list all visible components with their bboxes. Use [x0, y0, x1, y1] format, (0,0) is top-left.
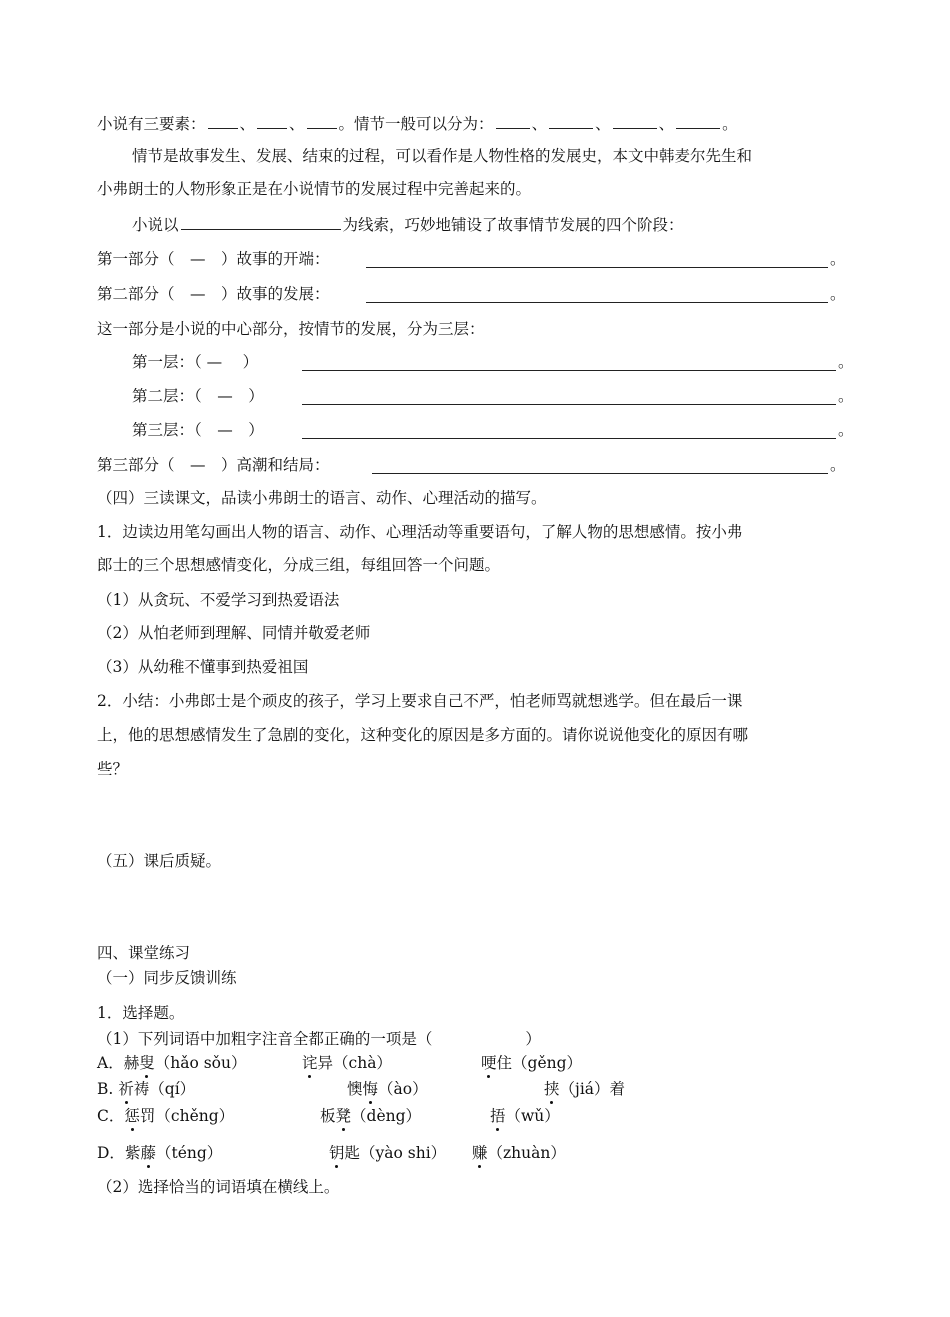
pinyin: （qí）	[149, 1080, 196, 1098]
separator: 、	[289, 115, 305, 133]
pinyin: （wǔ）	[505, 1107, 560, 1125]
pinyin: （hǎo sǒu）	[154, 1054, 247, 1072]
separator: 、	[531, 115, 548, 133]
question-2-line-3: 些？	[97, 760, 129, 778]
blank-part3[interactable]	[372, 472, 828, 474]
elements-label: 小说有三要素：	[97, 115, 206, 133]
blank-layer1[interactable]	[302, 369, 836, 371]
pinyin: （ào）	[378, 1080, 428, 1098]
option-label: B.	[97, 1080, 119, 1098]
separator: 、	[658, 115, 675, 133]
word-char: 匙	[344, 1144, 361, 1162]
option-a[interactable]	[97, 1052, 247, 1074]
pinyin: （jiá）着	[559, 1080, 626, 1098]
group-1: （1）从贪玩、不爱学习到热爱语法	[97, 591, 340, 609]
blank-stage-3[interactable]	[613, 112, 657, 129]
blank-layer2[interactable]	[302, 403, 836, 405]
option-c-word-3	[490, 1105, 560, 1127]
pinyin: （gěng）	[512, 1054, 583, 1072]
clue-suffix: 为线索，巧妙地铺设了故事情节发展的四个阶段：	[342, 216, 684, 234]
dotted-char: 凳	[335, 1107, 352, 1125]
pinyin: （téng）	[155, 1144, 223, 1162]
option-d-word-3	[472, 1142, 566, 1164]
three-elements-line	[97, 112, 738, 135]
fill-in-question: （2）选择恰当的词语填在横线上。	[97, 1178, 340, 1196]
separator: 、	[595, 115, 611, 133]
dotted-char: 悔	[362, 1080, 379, 1098]
question-1-line-1: 1．边读边用笔勾画出人物的语言、动作、心理活动等重要语句，了解人物的思想感情。按小弗	[97, 523, 743, 541]
group-3: （3）从幼稚不懂事到热爱祖国	[97, 658, 309, 676]
option-b[interactable]	[97, 1078, 195, 1100]
section-4-heading: （四）三读课文，品读小弗朗士的语言、动作、心理活动的描写。	[97, 489, 547, 507]
blank-element-2[interactable]	[257, 112, 287, 129]
option-label: A．	[97, 1054, 124, 1072]
option-c[interactable]	[97, 1105, 234, 1127]
option-label: C．	[97, 1107, 125, 1125]
blank-stage-2[interactable]	[549, 112, 593, 129]
option-b-word-3	[544, 1078, 625, 1100]
part1-label: 第一部分（ — ）故事的开端：	[97, 250, 330, 268]
option-c-word-2	[320, 1105, 421, 1127]
option-a-word-3	[481, 1052, 582, 1074]
layer1-label: 第一层：（ — ）	[132, 353, 259, 371]
dotted-char: 钥	[329, 1144, 345, 1162]
paragraph-plot-2: 小弗朗士的人物形象正是在小说情节的发展过程中完善起来的。	[97, 180, 532, 198]
clue-label: 小说以	[132, 216, 179, 234]
blank-part2[interactable]	[366, 301, 828, 303]
pinyin: （dèng）	[351, 1107, 422, 1125]
period: 。	[838, 421, 854, 439]
sync-training-heading: （一）同步反馈训练	[97, 969, 237, 987]
word-char: 赫	[123, 1054, 140, 1072]
dotted-char: 挟	[544, 1080, 560, 1098]
pinyin: （yào shi）	[360, 1144, 447, 1162]
word-char: 异	[317, 1054, 334, 1072]
choice-heading: 1．选择题。	[97, 1004, 185, 1022]
pinyin: （chà）	[333, 1054, 392, 1072]
question-2-line-2: 上，他的思想感情发生了急剧的变化，这种变化的原因是多方面的。请你说说他变化的原因有哪	[97, 726, 749, 744]
dotted-char: 叟	[139, 1054, 155, 1072]
period: 。	[838, 387, 854, 405]
choice-question: （1）下列词语中加粗字注音全都正确的一项是（ ）	[97, 1030, 541, 1048]
layer3-label: 第三层：（ — ）	[132, 421, 264, 439]
question-1-line-2: 郎士的三个思想感情变化，分成三组，每组回答一个问题。	[97, 556, 501, 574]
period: 。	[830, 456, 846, 474]
part2-label: 第二部分（ — ）故事的发展：	[97, 285, 330, 303]
word-char: 懊	[347, 1080, 363, 1098]
separator: 、	[239, 115, 256, 133]
word-char: 板	[320, 1107, 336, 1125]
blank-element-1[interactable]	[208, 112, 238, 129]
plot-stages-label: 。情节一般可以分为：	[338, 115, 494, 133]
pinyin: （chěng）	[155, 1107, 235, 1125]
option-label: D．	[97, 1144, 125, 1162]
blank-element-3[interactable]	[307, 112, 337, 129]
dotted-char: 诧	[302, 1054, 318, 1072]
period: 。	[838, 353, 854, 371]
word-char: 紫	[124, 1144, 141, 1162]
pinyin: （zhuàn）	[487, 1144, 566, 1162]
center-part-line: 这一部分是小说的中心部分，按情节的发展，分为三层：	[97, 320, 485, 338]
dotted-char: 哽	[481, 1054, 497, 1072]
section-5-heading: （五）课后质疑。	[97, 852, 222, 870]
blank-stage-4[interactable]	[676, 112, 720, 129]
word-char: 住	[496, 1054, 513, 1072]
dotted-char: 赚	[472, 1144, 488, 1162]
dotted-char: 惩	[124, 1107, 140, 1125]
layer2-label: 第二层：（ — ）	[132, 387, 264, 405]
period: 。	[830, 285, 846, 303]
blank-clue[interactable]	[181, 213, 341, 230]
option-d[interactable]	[97, 1142, 222, 1164]
clue-line	[132, 213, 684, 236]
paragraph-plot-1: 情节是故事发生、发展、结束的过程，可以看作是人物性格的发展史，本文中韩麦尔先生和	[132, 147, 753, 165]
option-d-word-2	[329, 1142, 446, 1164]
blank-part1[interactable]	[366, 266, 828, 268]
part3-label: 第三部分（ — ）高潮和结局：	[97, 456, 330, 474]
word-char: 祷	[133, 1080, 150, 1098]
question-2-line-1: 2．小结：小弗郎士是个顽皮的孩子，学习上要求自己不严，怕老师骂就想逃学。但在最后一课	[97, 692, 743, 710]
period: 。	[830, 250, 846, 268]
blank-stage-1[interactable]	[496, 112, 530, 129]
dotted-char: 藤	[140, 1144, 156, 1162]
option-b-word-2	[347, 1078, 428, 1100]
period: 。	[722, 115, 738, 133]
blank-layer3[interactable]	[302, 437, 836, 439]
dotted-char: 捂	[490, 1107, 506, 1125]
option-a-word-2	[302, 1052, 392, 1074]
group-2: （2）从怕老师到理解、同情并敬爱老师	[97, 624, 371, 642]
word-char: 罚	[139, 1107, 156, 1125]
practice-heading: 四、课堂练习	[97, 944, 191, 962]
dotted-char: 祈	[118, 1080, 134, 1098]
